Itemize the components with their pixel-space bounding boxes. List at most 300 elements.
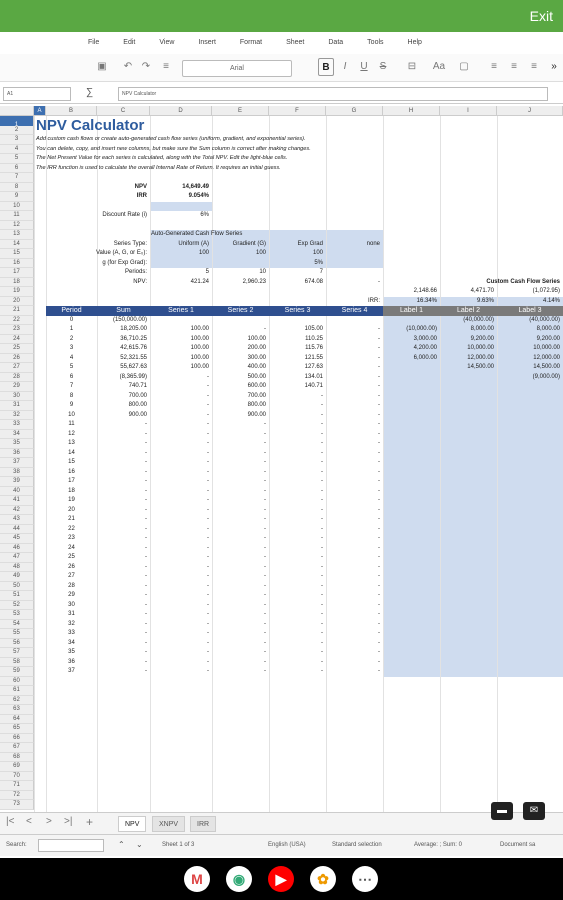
value-cell[interactable]: 740.71 — [128, 383, 147, 389]
auto-values-cell[interactable]: 100 — [312, 250, 323, 256]
value-cell[interactable]: 14,500.00 — [467, 364, 494, 370]
next-sheet-icon[interactable]: > — [46, 816, 52, 827]
auto-g_values-cell[interactable]: 5% — [314, 259, 323, 266]
row-header[interactable]: 13 — [0, 230, 34, 240]
auto-periods-cell[interactable]: 5 — [205, 269, 209, 275]
empty-value-cell[interactable]: - — [378, 487, 380, 494]
formula-input[interactable]: NPV Calculator — [118, 87, 548, 101]
menu-sheet[interactable]: Sheet — [286, 39, 305, 46]
empty-value-cell[interactable]: - — [207, 668, 209, 674]
row-header[interactable]: 69 — [0, 762, 34, 772]
empty-value-cell[interactable]: - — [264, 478, 266, 484]
corner-select-all[interactable] — [0, 106, 34, 116]
value-cell[interactable]: 100.00 — [247, 335, 266, 342]
value-cell[interactable]: 900.00 — [128, 411, 147, 418]
auto-types-cell[interactable]: none — [366, 240, 380, 247]
period-cell[interactable]: 8 — [69, 392, 74, 399]
empty-value-cell[interactable]: - — [207, 620, 209, 627]
empty-value-cell[interactable]: - — [145, 611, 147, 617]
period-cell[interactable]: 20 — [68, 506, 75, 513]
column-header-b[interactable]: B — [46, 106, 97, 116]
last-sheet-icon[interactable]: >| — [64, 816, 73, 827]
empty-value-cell[interactable]: - — [207, 582, 209, 589]
name-box[interactable]: A1 — [3, 87, 71, 101]
value-cell[interactable]: 500.00 — [247, 373, 266, 380]
note-line[interactable]: The Net Present Value for each series is calculated, along with the Total NPV. Edit the light-blue cells. — [36, 155, 288, 161]
row-header[interactable]: 43 — [0, 515, 34, 525]
value-cell[interactable]: (40,000.00) — [463, 316, 494, 323]
value-cell[interactable] — [383, 382, 440, 392]
save-icon[interactable]: ▣ — [97, 61, 107, 72]
empty-value-cell[interactable]: - — [207, 601, 209, 608]
auto-values-cell[interactable]: 100 — [198, 250, 209, 256]
empty-value-cell[interactable]: - — [378, 430, 380, 437]
column-label[interactable]: Series 3 — [284, 307, 311, 314]
row-header[interactable]: 58 — [0, 658, 34, 668]
value-cell[interactable]: 100.00 — [190, 345, 209, 351]
prev-sheet-icon[interactable]: < — [26, 816, 32, 827]
auto-row-label[interactable]: g (for Exp Grad): — [102, 259, 147, 266]
value-cell[interactable] — [497, 411, 563, 421]
row-header[interactable]: 32 — [0, 411, 34, 421]
row-header[interactable]: 3 — [0, 135, 34, 145]
value-cell[interactable]: 36,710.25 — [120, 335, 147, 342]
empty-value-cell[interactable]: - — [321, 611, 323, 617]
value-cell[interactable] — [440, 373, 497, 383]
row-header[interactable]: 60 — [0, 677, 34, 687]
row-header[interactable]: 70 — [0, 772, 34, 782]
empty-value-cell[interactable]: - — [321, 620, 323, 627]
row-header[interactable]: 34 — [0, 430, 34, 440]
row-header[interactable]: 38 — [0, 468, 34, 478]
empty-value-cell[interactable]: - — [264, 649, 266, 655]
empty-value-cell[interactable]: - — [321, 506, 323, 513]
empty-value-cell[interactable]: - — [321, 649, 323, 655]
value-cell[interactable]: 12,000.00 — [467, 354, 494, 361]
empty-value-cell[interactable]: - — [378, 516, 380, 522]
note-line[interactable]: Add custom cash flows or create auto-generated cash flow series (uniform, gradient, and exponential series). — [36, 136, 306, 142]
menu-file[interactable]: File — [88, 39, 100, 46]
align-center-icon[interactable]: ≡ — [511, 61, 517, 72]
empty-value-cell[interactable]: - — [145, 525, 147, 532]
undo-icon[interactable]: ↶ — [123, 61, 133, 72]
empty-value-cell[interactable]: - — [321, 544, 323, 551]
empty-value-cell[interactable]: - — [207, 487, 209, 494]
period-cell[interactable]: 3 — [69, 345, 74, 351]
tab-irr[interactable]: IRR — [190, 816, 216, 832]
empty-value-cell[interactable]: - — [378, 573, 380, 579]
underline-button[interactable]: U — [360, 61, 368, 72]
value-cell[interactable]: 400.00 — [247, 364, 266, 370]
column-label[interactable]: Series 1 — [168, 307, 194, 314]
empty-value-cell[interactable]: - — [264, 620, 266, 627]
toolbar-more-button[interactable]: » — [551, 61, 557, 72]
find-next-icon[interactable]: ⌄ — [136, 840, 143, 849]
empty-value-cell[interactable]: - — [207, 525, 209, 532]
empty-value-cell[interactable]: - — [207, 639, 209, 646]
period-cell[interactable]: 5 — [69, 364, 74, 370]
value-cell[interactable] — [440, 401, 497, 411]
value-cell[interactable]: - — [378, 345, 380, 351]
row-header[interactable]: 39 — [0, 477, 34, 487]
value-cell[interactable]: 42,615.76 — [120, 345, 147, 351]
custom-npv-cell[interactable]: (1,072.95) — [532, 288, 560, 294]
row-header[interactable]: 21 — [0, 306, 34, 316]
row-header[interactable]: 65 — [0, 724, 34, 734]
row-header[interactable]: 66 — [0, 734, 34, 744]
period-cell[interactable]: 37 — [68, 668, 75, 674]
value-cell[interactable]: 9,200.00 — [470, 335, 494, 342]
font-name-select[interactable] — [182, 60, 292, 77]
empty-value-cell[interactable]: - — [321, 440, 323, 446]
empty-value-cell[interactable]: - — [264, 535, 266, 541]
empty-value-cell[interactable]: - — [145, 592, 147, 598]
empty-value-cell[interactable]: - — [145, 459, 147, 465]
auto-npvs-cell[interactable]: 674.08 — [304, 278, 323, 285]
value-cell[interactable]: 140.71 — [304, 383, 323, 389]
row-header[interactable]: 28 — [0, 373, 34, 383]
discount-rate-input[interactable]: 6% — [200, 212, 209, 218]
value-cell[interactable]: 55,627.63 — [120, 364, 147, 370]
folder-icon[interactable]: ▬ — [491, 802, 513, 820]
auto-g_values-cell[interactable] — [150, 259, 212, 269]
value-cell[interactable]: 300.00 — [247, 354, 266, 361]
row-header[interactable]: 16 — [0, 259, 34, 269]
row-header[interactable]: 64 — [0, 715, 34, 725]
value-cell[interactable]: - — [207, 373, 209, 380]
period-cell[interactable]: 36 — [68, 658, 75, 665]
borders-icon[interactable]: ▢ — [459, 61, 469, 72]
row-header[interactable]: 48 — [0, 563, 34, 573]
empty-value-cell[interactable]: - — [321, 516, 323, 522]
empty-value-cell[interactable]: - — [207, 554, 209, 560]
period-cell[interactable]: 31 — [68, 611, 75, 617]
row-header[interactable]: 18 — [0, 278, 34, 288]
auto-periods-cell[interactable]: 10 — [259, 269, 266, 275]
value-cell[interactable] — [440, 392, 497, 402]
irr-label[interactable]: IRR — [136, 193, 147, 199]
menu-format[interactable]: Format — [239, 39, 263, 46]
value-cell[interactable] — [440, 382, 497, 392]
row-header[interactable]: 67 — [0, 743, 34, 753]
empty-value-cell[interactable]: - — [145, 468, 147, 475]
empty-value-cell[interactable]: - — [264, 582, 266, 589]
row-header[interactable]: 45 — [0, 534, 34, 544]
empty-value-cell[interactable]: - — [207, 468, 209, 475]
column-header-d[interactable]: D — [150, 106, 212, 116]
empty-value-cell[interactable]: - — [264, 658, 266, 665]
auto-npvs-cell[interactable]: 421.24 — [190, 278, 209, 285]
empty-value-cell[interactable]: - — [321, 601, 323, 608]
row-header[interactable]: 7 — [0, 173, 34, 183]
value-cell[interactable]: 134.01 — [304, 373, 323, 380]
custom-series-title[interactable]: Custom Cash Flow Series — [486, 278, 560, 285]
row-header[interactable]: 35 — [0, 439, 34, 449]
value-cell[interactable]: 127.63 — [304, 364, 323, 370]
value-cell[interactable]: - — [207, 392, 209, 399]
value-cell[interactable]: 100.00 — [190, 335, 209, 342]
auto-types-cell[interactable]: Uniform (A) — [178, 240, 209, 247]
empty-value-cell[interactable]: - — [207, 592, 209, 598]
empty-value-cell[interactable]: - — [378, 592, 380, 598]
row-header[interactable]: 63 — [0, 705, 34, 715]
empty-value-cell[interactable]: - — [207, 440, 209, 446]
empty-value-cell[interactable]: - — [145, 601, 147, 608]
empty-value-cell[interactable]: - — [207, 544, 209, 551]
auto-npvs-cell[interactable]: - — [378, 278, 380, 285]
value-cell[interactable] — [497, 382, 563, 392]
empty-value-cell[interactable]: - — [378, 554, 380, 560]
empty-value-cell[interactable]: - — [321, 573, 323, 579]
empty-value-cell[interactable]: - — [145, 620, 147, 627]
value-cell[interactable]: 100.00 — [190, 354, 209, 361]
value-cell[interactable]: - — [207, 402, 209, 408]
empty-value-cell[interactable]: - — [207, 478, 209, 484]
value-cell[interactable] — [326, 316, 383, 326]
column-label[interactable]: Sum — [116, 307, 131, 314]
empty-value-cell[interactable]: - — [378, 440, 380, 446]
empty-value-cell[interactable]: - — [378, 582, 380, 589]
row-header[interactable]: 47 — [0, 553, 34, 563]
row-header[interactable]: 33 — [0, 420, 34, 430]
period-cell[interactable]: 27 — [68, 573, 75, 579]
value-cell[interactable] — [383, 411, 440, 421]
spreadsheet-grid[interactable] — [0, 106, 563, 812]
clone-format-icon[interactable]: ≡ — [163, 61, 169, 72]
auto-g_values-cell[interactable] — [326, 259, 383, 269]
row-header[interactable]: 40 — [0, 487, 34, 497]
tab-npv[interactable]: NPV — [118, 816, 146, 832]
period-cell[interactable]: 14 — [68, 449, 75, 456]
empty-value-cell[interactable]: - — [264, 430, 266, 437]
row-header[interactable]: 51 — [0, 591, 34, 601]
empty-value-cell[interactable]: - — [145, 487, 147, 494]
row-header[interactable]: 27 — [0, 363, 34, 373]
empty-value-cell[interactable]: - — [321, 478, 323, 484]
empty-value-cell[interactable]: - — [264, 544, 266, 551]
row-header[interactable]: 15 — [0, 249, 34, 259]
value-cell[interactable]: 8,000.00 — [536, 326, 560, 332]
menu-tools[interactable]: Tools — [367, 39, 384, 46]
row-header[interactable]: 44 — [0, 525, 34, 535]
empty-value-cell[interactable]: - — [145, 497, 147, 503]
empty-value-cell[interactable]: - — [145, 535, 147, 541]
row-header[interactable]: 56 — [0, 639, 34, 649]
row-header[interactable]: 24 — [0, 335, 34, 345]
empty-value-cell[interactable]: - — [145, 582, 147, 589]
value-cell[interactable]: 700.00 — [247, 392, 266, 399]
empty-value-cell[interactable]: - — [264, 468, 266, 475]
period-cell[interactable]: 11 — [68, 421, 75, 427]
period-cell[interactable]: 30 — [68, 601, 75, 608]
menu-edit[interactable]: Edit — [123, 39, 136, 46]
row-header[interactable]: 2 — [0, 126, 34, 136]
row-header[interactable]: 62 — [0, 696, 34, 706]
empty-value-cell[interactable]: - — [264, 601, 266, 608]
row-header[interactable]: 42 — [0, 506, 34, 516]
auto-types-cell[interactable]: Exp Grad — [297, 240, 323, 247]
value-cell[interactable] — [383, 401, 440, 411]
value-cell[interactable]: 8,000.00 — [470, 326, 494, 332]
empty-value-cell[interactable]: - — [207, 535, 209, 541]
value-cell[interactable]: 52,321.55 — [120, 354, 147, 361]
sum-icon[interactable]: ∑ — [86, 87, 94, 98]
row-header[interactable]: 73 — [0, 800, 34, 810]
value-cell[interactable]: - — [378, 326, 380, 332]
value-cell[interactable]: (10,000.00) — [406, 326, 437, 332]
value-cell[interactable]: 10,000.00 — [467, 345, 494, 351]
empty-value-cell[interactable]: - — [145, 516, 147, 522]
empty-value-cell[interactable]: - — [378, 630, 380, 636]
auto-row-label[interactable]: Series Type: — [113, 240, 147, 247]
value-cell[interactable]: - — [321, 392, 323, 399]
row-header[interactable]: 9 — [0, 192, 34, 202]
redo-icon[interactable]: ↷ — [141, 61, 151, 72]
empty-value-cell[interactable]: - — [145, 430, 147, 437]
row-header[interactable]: 29 — [0, 382, 34, 392]
menu-view[interactable]: View — [159, 39, 175, 46]
empty-value-cell[interactable]: - — [321, 535, 323, 541]
column-header-h[interactable]: H — [383, 106, 440, 116]
row-header[interactable]: 54 — [0, 620, 34, 630]
period-cell[interactable]: 28 — [68, 582, 75, 589]
value-cell[interactable]: (150,000.00) — [112, 316, 147, 323]
value-cell[interactable]: 14,500.00 — [533, 364, 560, 370]
empty-value-cell[interactable]: - — [321, 449, 323, 456]
row-header[interactable]: 26 — [0, 354, 34, 364]
empty-value-cell[interactable]: - — [321, 639, 323, 646]
note-line[interactable]: You can delete, copy, and insert new columns, but make sure the Sum column is correct after making changes. — [36, 145, 311, 152]
value-cell[interactable] — [383, 392, 440, 402]
auto-row-label[interactable]: Periods: — [124, 269, 147, 275]
exit-button[interactable]: Exit — [529, 8, 553, 24]
empty-value-cell[interactable]: - — [378, 620, 380, 627]
empty-value-cell[interactable]: - — [378, 459, 380, 465]
auto-types-cell[interactable]: Gradient (G) — [232, 240, 266, 247]
period-cell[interactable]: 4 — [69, 354, 74, 361]
period-cell[interactable]: 25 — [68, 554, 75, 560]
empty-value-cell[interactable]: - — [264, 506, 266, 513]
column-header-c[interactable]: C — [97, 106, 150, 116]
row-header[interactable]: 36 — [0, 449, 34, 459]
row-header[interactable]: 19 — [0, 287, 34, 297]
empty-value-cell[interactable]: - — [264, 611, 266, 617]
value-cell[interactable]: 110.25 — [305, 335, 323, 342]
period-cell[interactable]: 18 — [68, 487, 75, 494]
search-input[interactable] — [38, 839, 104, 852]
period-cell[interactable]: 24 — [68, 544, 75, 551]
row-header[interactable]: 53 — [0, 610, 34, 620]
value-cell[interactable]: 9,200.00 — [536, 335, 560, 342]
value-cell[interactable]: - — [264, 326, 266, 332]
period-cell[interactable]: 2 — [69, 335, 74, 342]
empty-value-cell[interactable]: - — [264, 487, 266, 494]
auto-row-label[interactable]: Value (A, G, or E₀): — [95, 250, 147, 256]
row-header[interactable]: 20 — [0, 297, 34, 307]
empty-value-cell[interactable]: - — [321, 487, 323, 494]
menu-help[interactable]: Help — [407, 39, 422, 46]
empty-value-cell[interactable]: - — [378, 601, 380, 608]
empty-value-cell[interactable]: - — [207, 611, 209, 617]
mail-icon[interactable]: ✉ — [523, 802, 545, 820]
period-cell[interactable]: 35 — [68, 649, 75, 655]
empty-value-cell[interactable]: - — [378, 544, 380, 551]
empty-value-cell[interactable]: - — [145, 421, 147, 427]
empty-value-cell[interactable]: - — [321, 668, 323, 674]
row-header[interactable]: 72 — [0, 791, 34, 801]
empty-value-cell[interactable]: - — [264, 497, 266, 503]
value-cell[interactable]: 100.00 — [190, 364, 209, 370]
row-header[interactable]: 57 — [0, 648, 34, 658]
row-header[interactable]: 5 — [0, 154, 34, 164]
empty-value-cell[interactable]: - — [207, 649, 209, 655]
value-cell[interactable]: 4,200.00 — [413, 345, 437, 351]
find-prev-icon[interactable]: ⌃ — [118, 840, 125, 849]
empty-value-cell[interactable]: - — [378, 468, 380, 475]
empty-value-cell[interactable]: - — [378, 478, 380, 484]
auto-periods-cell[interactable]: 7 — [319, 269, 323, 275]
value-cell[interactable]: 800.00 — [128, 402, 147, 408]
empty-value-cell[interactable]: - — [264, 639, 266, 646]
empty-value-cell[interactable]: - — [264, 668, 266, 674]
value-cell[interactable]: - — [207, 383, 209, 389]
empty-value-cell[interactable]: - — [378, 563, 380, 570]
empty-value-cell[interactable]: - — [378, 506, 380, 513]
empty-value-cell[interactable]: - — [321, 563, 323, 570]
empty-value-cell[interactable]: - — [378, 497, 380, 503]
menu-data[interactable]: Data — [328, 39, 344, 46]
period-cell[interactable]: 34 — [68, 639, 75, 646]
period-cell[interactable]: 15 — [68, 459, 75, 465]
row-header[interactable]: 12 — [0, 221, 34, 231]
empty-value-cell[interactable]: - — [207, 563, 209, 570]
row-header[interactable]: 11 — [0, 211, 34, 221]
row-header[interactable]: 14 — [0, 240, 34, 250]
column-header-a[interactable]: A — [34, 106, 46, 116]
row-header[interactable]: 4 — [0, 145, 34, 155]
row-header[interactable]: 68 — [0, 753, 34, 763]
row-header[interactable]: 17 — [0, 268, 34, 278]
value-cell[interactable]: - — [321, 411, 323, 418]
column-header-e[interactable]: E — [212, 106, 269, 116]
empty-value-cell[interactable]: - — [264, 573, 266, 579]
empty-value-cell[interactable]: - — [378, 421, 380, 427]
empty-value-cell[interactable]: - — [321, 430, 323, 437]
value-cell[interactable]: 115.76 — [305, 345, 323, 351]
empty-value-cell[interactable]: - — [145, 478, 147, 484]
period-cell[interactable]: 33 — [68, 630, 75, 636]
period-cell[interactable]: 22 — [68, 525, 75, 532]
empty-value-cell[interactable]: - — [207, 506, 209, 513]
empty-value-cell[interactable]: - — [378, 449, 380, 456]
value-cell[interactable]: (9,000.00) — [532, 373, 560, 380]
column-header-f[interactable]: F — [269, 106, 326, 116]
photos-icon[interactable]: ✿ — [310, 866, 336, 892]
empty-value-cell[interactable]: - — [321, 592, 323, 598]
empty-value-cell[interactable]: - — [321, 421, 323, 427]
value-cell[interactable]: - — [378, 373, 380, 380]
period-cell[interactable]: 13 — [68, 440, 75, 446]
note-line[interactable]: The IRR function is used to calculate the overall Internal Rate of Return. It requires an initial guess. — [36, 164, 281, 171]
value-cell[interactable]: - — [378, 354, 380, 361]
empty-value-cell[interactable]: - — [264, 459, 266, 465]
bold-button[interactable]: B — [318, 58, 334, 76]
empty-value-cell[interactable]: - — [207, 573, 209, 579]
period-cell[interactable]: 12 — [68, 430, 75, 437]
italic-button[interactable]: I — [343, 61, 347, 72]
row-header[interactable]: 31 — [0, 401, 34, 411]
value-cell[interactable]: - — [378, 411, 380, 418]
